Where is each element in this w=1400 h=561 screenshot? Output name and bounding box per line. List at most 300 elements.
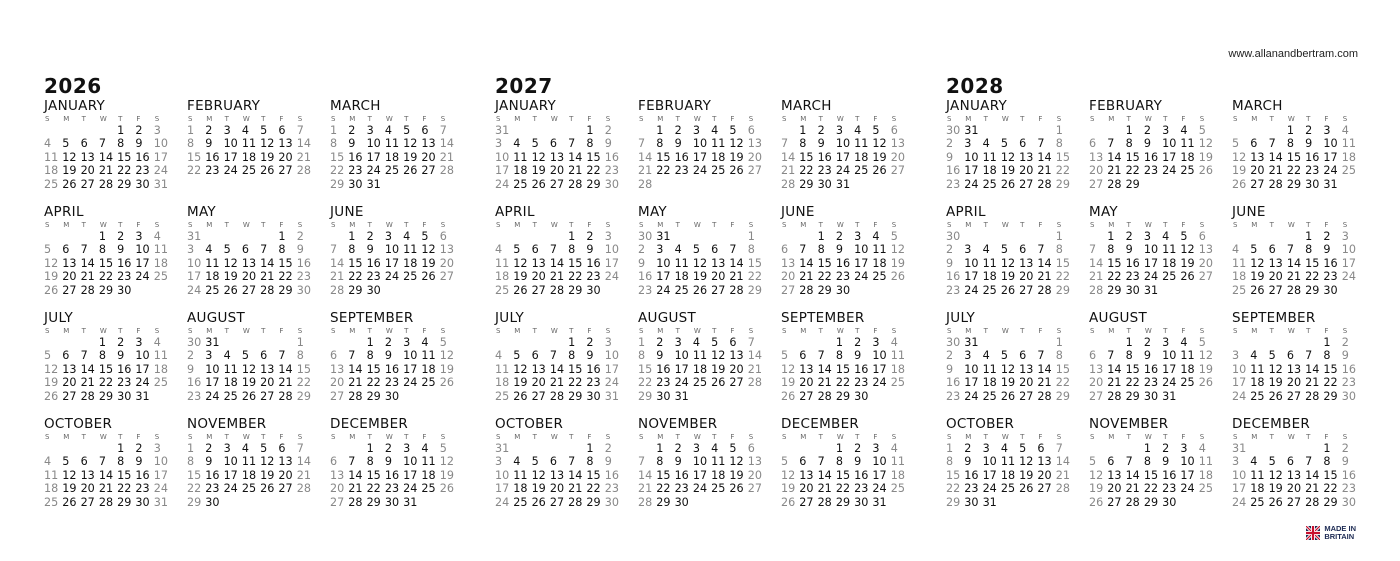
week-row <box>330 284 458 297</box>
day-cell: 10 <box>1232 468 1247 482</box>
day-cell: 12 <box>1198 137 1213 151</box>
weekday-initial: T <box>1269 433 1274 441</box>
week-row <box>1232 230 1360 243</box>
day-cell: 3 <box>1180 442 1188 455</box>
day-cell: 26 <box>260 482 275 496</box>
day-cell: 26 <box>692 283 708 297</box>
day-cell: 30 <box>638 230 653 243</box>
day-cell <box>799 230 817 243</box>
day-cell: 9 <box>1305 137 1313 151</box>
day-cell: 16 <box>384 468 400 482</box>
day-cell: 26 <box>403 164 418 178</box>
day-cell: 24 <box>1232 389 1247 403</box>
day-cell <box>711 178 729 191</box>
month-june <box>330 204 458 310</box>
day-cell: 28 <box>1055 482 1070 496</box>
weekday-initial: M <box>349 221 356 229</box>
week-row <box>330 349 458 362</box>
day-cell: 31 <box>403 495 418 509</box>
weekday-initial: S <box>1342 433 1348 441</box>
day-cell: 29 <box>1323 389 1338 403</box>
weekday-initial: T <box>818 221 823 229</box>
day-cell: 6 <box>1019 137 1027 151</box>
weekday-initial: S <box>331 327 336 335</box>
day-cell: 25 <box>495 283 510 297</box>
day-cell <box>872 390 890 403</box>
day-cell: 11 <box>692 349 708 363</box>
day-cell: 26 <box>729 482 744 496</box>
weekday-header <box>781 114 909 124</box>
day-cell: 12 <box>890 243 905 257</box>
day-cell: 10 <box>982 455 997 469</box>
day-cell: 31 <box>982 495 997 509</box>
day-cell: 8 <box>747 243 755 257</box>
day-cell: 10 <box>604 349 619 363</box>
day-cell: 28 <box>439 164 454 178</box>
weekday-initial: T <box>404 327 409 335</box>
day-cell: 2 <box>117 336 125 349</box>
weekday-initial: S <box>891 221 897 229</box>
day-cell <box>513 336 531 349</box>
day-cell: 23 <box>946 177 961 191</box>
day-cell: 1 <box>366 442 374 455</box>
day-cell <box>62 230 80 243</box>
day-cell: 28 <box>817 495 832 509</box>
day-cell: 4 <box>692 336 700 349</box>
day-cell: 18 <box>1198 468 1213 482</box>
made-in-britain-badge <box>1306 525 1356 541</box>
day-cell: 3 <box>872 336 880 349</box>
weekday-header <box>781 326 909 336</box>
day-cell: 17 <box>964 270 979 284</box>
day-cell: 26 <box>223 283 238 297</box>
day-cell: 25 <box>44 177 59 191</box>
day-cell: 8 <box>586 137 594 151</box>
day-cell: 11 <box>495 256 510 270</box>
day-cell: 6 <box>421 124 429 137</box>
weekday-initial: T <box>983 221 988 229</box>
day-cell <box>135 284 153 297</box>
weekday-initial: S <box>440 221 446 229</box>
day-cell: 23 <box>205 164 220 178</box>
day-cell: 6 <box>1089 349 1097 363</box>
day-cell <box>818 442 836 455</box>
day-cell: 5 <box>62 455 70 469</box>
day-cell: 15 <box>656 468 671 482</box>
day-cell: 11 <box>711 137 726 151</box>
day-cell: 11 <box>982 256 997 270</box>
day-cell: 26 <box>1198 164 1213 178</box>
day-cell: 11 <box>1180 137 1195 151</box>
day-cell: 9 <box>854 349 862 363</box>
month-name: FEBRUARY <box>1089 98 1163 114</box>
day-cell: 10 <box>153 455 168 469</box>
weekday-initial: S <box>605 115 611 123</box>
day-cell: 29 <box>799 177 814 191</box>
weekday-initial: F <box>587 115 592 123</box>
day-cell: 5 <box>729 442 737 455</box>
day-cell <box>799 336 817 349</box>
day-cell: 2 <box>817 124 825 137</box>
day-cell: 1 <box>747 230 755 243</box>
day-cell: 14 <box>80 256 95 270</box>
weekday-initial: S <box>1056 433 1062 441</box>
week-row <box>44 270 172 283</box>
day-cell: 6 <box>1198 230 1206 243</box>
weekday-initial: M <box>1251 221 1258 229</box>
week-row <box>946 124 1074 137</box>
month-name: AUGUST <box>638 310 697 326</box>
day-cell <box>260 230 278 243</box>
day-cell: 28 <box>330 283 345 297</box>
day-cell: 14 <box>781 150 796 164</box>
day-cell: 13 <box>1019 150 1034 164</box>
weekday-initial: T <box>118 327 123 335</box>
day-cell: 13 <box>330 468 345 482</box>
day-cell: 3 <box>495 455 503 469</box>
day-cell: 7 <box>260 243 268 257</box>
weekday-initial: S <box>297 115 303 123</box>
day-cell: 14 <box>729 256 744 270</box>
day-cell: 16 <box>854 468 869 482</box>
day-cell: 1 <box>278 230 286 243</box>
day-cell: 16 <box>384 362 400 376</box>
day-cell: 27 <box>80 177 95 191</box>
month-name: MARCH <box>330 98 381 114</box>
day-cell: 4 <box>982 137 990 151</box>
week-row <box>1232 164 1360 177</box>
day-cell: 12 <box>223 256 238 270</box>
day-cell: 28 <box>799 283 814 297</box>
day-cell: 6 <box>531 349 539 363</box>
day-cell: 31 <box>495 442 510 455</box>
day-cell: 7 <box>439 124 447 137</box>
week-row <box>187 455 315 468</box>
month-march <box>330 98 458 204</box>
day-cell: 26 <box>1268 495 1283 509</box>
weekday-initial: W <box>1144 115 1152 123</box>
day-cell: 3 <box>982 442 990 455</box>
day-cell <box>693 390 711 403</box>
day-cell: 21 <box>296 468 311 482</box>
day-cell: 1 <box>98 336 106 349</box>
weekday-initial: W <box>836 327 844 335</box>
day-cell: 1 <box>1125 124 1133 137</box>
day-cell: 28 <box>296 164 311 178</box>
weekday-initial: W <box>550 221 558 229</box>
day-cell: 25 <box>1232 283 1247 297</box>
day-cell: 25 <box>223 389 238 403</box>
day-cell: 17 <box>604 362 619 376</box>
day-cell: 6 <box>799 455 807 469</box>
day-cell: 10 <box>205 362 220 376</box>
week-row <box>638 390 766 403</box>
badge-line2: BRITAIN <box>1324 532 1355 541</box>
day-cell: 26 <box>1250 283 1265 297</box>
day-cell <box>421 390 439 403</box>
day-cell: 11 <box>1250 468 1265 482</box>
week-row <box>946 151 1074 164</box>
day-cell: 24 <box>692 482 708 496</box>
weekday-initial: S <box>639 433 644 441</box>
month-may <box>1089 204 1217 310</box>
week-row <box>781 270 909 283</box>
month-april <box>44 204 172 310</box>
day-cell: 18 <box>890 362 905 376</box>
day-cell: 6 <box>747 442 755 455</box>
day-cell: 20 <box>62 270 77 284</box>
weekday-initial: T <box>367 115 372 123</box>
day-cell: 12 <box>531 468 546 482</box>
day-cell: 28 <box>1037 389 1052 403</box>
day-cell: 26 <box>711 376 726 390</box>
day-cell: 21 <box>747 362 762 376</box>
day-cell: 4 <box>513 137 521 151</box>
weekday-initial: W <box>550 327 558 335</box>
weekday-initial: M <box>1251 115 1258 123</box>
weekday-initial: T <box>855 221 860 229</box>
day-cell: 3 <box>854 230 862 243</box>
day-cell: 19 <box>1250 270 1265 284</box>
badge-text <box>1324 525 1356 541</box>
weekday-initial: T <box>404 221 409 229</box>
day-cell: 2 <box>205 124 213 137</box>
week-row <box>495 243 623 256</box>
week-row <box>187 257 315 270</box>
day-cell: 6 <box>1250 137 1258 151</box>
day-cell: 1 <box>835 442 843 455</box>
day-cell: 20 <box>747 150 762 164</box>
day-cell: 16 <box>187 376 202 390</box>
month-november <box>638 416 766 522</box>
weekday-header <box>187 220 315 230</box>
week-row <box>495 469 623 482</box>
day-cell: 25 <box>421 482 436 496</box>
day-cell: 14 <box>568 150 583 164</box>
day-cell: 29 <box>366 389 381 403</box>
day-cell: 14 <box>260 256 275 270</box>
day-cell: 24 <box>495 495 510 509</box>
day-cell <box>330 230 348 243</box>
day-cell: 4 <box>890 442 898 455</box>
month-december <box>330 416 458 522</box>
day-cell <box>224 496 242 509</box>
day-cell: 10 <box>604 243 619 257</box>
day-cell: 3 <box>153 124 161 137</box>
day-cell: 25 <box>890 482 905 496</box>
weekday-initial: M <box>1108 115 1115 123</box>
weekday-initial: M <box>657 115 664 123</box>
day-cell: 30 <box>187 336 202 349</box>
day-cell <box>1001 124 1019 137</box>
day-cell: 8 <box>1055 137 1063 151</box>
weekday-initial: F <box>1324 221 1329 229</box>
day-cell: 30 <box>205 495 220 509</box>
week-row <box>1089 243 1217 256</box>
day-cell: 2 <box>638 243 646 257</box>
day-cell: 7 <box>348 455 356 469</box>
day-cell: 24 <box>1323 164 1338 178</box>
day-cell: 23 <box>638 283 653 297</box>
day-cell: 11 <box>153 243 168 257</box>
day-cell: 12 <box>872 137 887 151</box>
week-row <box>187 151 315 164</box>
day-cell: 7 <box>1055 442 1063 455</box>
day-cell: 9 <box>384 349 392 363</box>
day-cell: 18 <box>1162 256 1177 270</box>
day-cell: 20 <box>781 270 796 284</box>
day-cell <box>1269 442 1287 455</box>
day-cell: 4 <box>241 124 249 137</box>
day-cell: 5 <box>729 124 737 137</box>
day-cell: 19 <box>1019 468 1034 482</box>
day-cell: 24 <box>656 283 671 297</box>
day-cell: 5 <box>692 243 700 257</box>
day-cell: 31 <box>205 336 220 349</box>
day-cell: 11 <box>890 349 905 363</box>
day-cell: 11 <box>495 362 510 376</box>
day-cell: 25 <box>1198 482 1213 496</box>
week-row <box>1089 496 1217 509</box>
day-cell: 21 <box>80 376 95 390</box>
day-cell: 5 <box>439 336 447 349</box>
week-row <box>781 243 909 256</box>
weekday-initial: F <box>279 115 284 123</box>
week-row <box>781 151 909 164</box>
weekday-header <box>1089 432 1217 442</box>
day-cell: 12 <box>44 256 59 270</box>
weekday-initial: S <box>748 327 754 335</box>
week-row <box>946 137 1074 150</box>
week-row <box>1232 124 1360 137</box>
day-cell: 7 <box>330 243 338 257</box>
day-cell: 14 <box>638 150 653 164</box>
month-september <box>781 310 909 416</box>
week-row <box>44 469 172 482</box>
week-row <box>187 124 315 137</box>
week-row <box>946 455 1074 468</box>
weekday-initial: W <box>1001 327 1009 335</box>
month-april <box>946 204 1074 310</box>
day-cell: 21 <box>568 482 583 496</box>
day-cell: 20 <box>278 468 293 482</box>
day-cell: 18 <box>1000 468 1016 482</box>
day-cell <box>205 230 223 243</box>
week-row <box>1232 284 1360 297</box>
day-cell: 2 <box>296 230 304 243</box>
day-cell: 3 <box>835 124 843 137</box>
day-cell: 8 <box>98 243 106 257</box>
day-cell: 27 <box>549 177 565 191</box>
day-cell: 18 <box>890 468 905 482</box>
day-cell: 5 <box>223 243 231 257</box>
day-cell: 23 <box>1341 482 1356 496</box>
weekday-initial: F <box>730 433 735 441</box>
day-cell: 7 <box>781 137 789 151</box>
day-cell <box>748 178 766 191</box>
week-row <box>638 442 766 455</box>
day-cell: 29 <box>568 283 583 297</box>
month-name: MAY <box>1089 204 1118 220</box>
day-cell: 24 <box>135 376 150 390</box>
day-cell: 12 <box>692 256 708 270</box>
day-cell: 15 <box>568 256 583 270</box>
day-cell: 24 <box>366 164 381 178</box>
week-row <box>1232 349 1360 362</box>
day-cell <box>278 336 296 349</box>
day-cell: 7 <box>568 137 576 151</box>
weekday-initial: F <box>1324 433 1329 441</box>
day-cell: 1 <box>117 124 125 137</box>
day-cell: 5 <box>890 230 898 243</box>
day-cell: 15 <box>366 362 381 376</box>
day-cell: 31 <box>1162 389 1177 403</box>
day-cell: 9 <box>604 137 612 151</box>
day-cell: 1 <box>1107 230 1115 243</box>
day-cell <box>854 284 872 297</box>
day-cell <box>1180 178 1198 191</box>
weekday-initial: S <box>782 115 787 123</box>
day-cell: 21 <box>1107 376 1122 390</box>
day-cell: 2 <box>674 442 682 455</box>
day-cell: 14 <box>1125 468 1140 482</box>
day-cell: 5 <box>1198 124 1206 137</box>
day-cell: 9 <box>117 349 125 363</box>
day-cell: 27 <box>241 283 257 297</box>
day-cell <box>711 496 729 509</box>
day-cell: 21 <box>817 376 832 390</box>
day-cell: 9 <box>854 455 862 469</box>
weekday-initial: S <box>947 115 952 123</box>
day-cell: 13 <box>549 468 565 482</box>
day-cell: 8 <box>817 243 825 257</box>
day-cell: 16 <box>946 376 961 390</box>
day-cell: 7 <box>1107 137 1115 151</box>
day-cell: 18 <box>692 362 708 376</box>
day-cell: 30 <box>854 389 869 403</box>
day-cell: 11 <box>1198 455 1213 469</box>
day-cell: 8 <box>656 137 664 151</box>
day-cell: 17 <box>366 150 381 164</box>
day-cell: 22 <box>1323 376 1338 390</box>
day-cell: 24 <box>187 283 202 297</box>
day-cell: 22 <box>817 270 832 284</box>
day-cell: 22 <box>586 164 601 178</box>
weekday-initial: F <box>1181 115 1186 123</box>
week-row <box>638 336 766 349</box>
weekday-initial: S <box>605 433 611 441</box>
day-cell <box>1180 390 1198 403</box>
weekday-initial: S <box>331 433 336 441</box>
day-cell: 14 <box>817 468 832 482</box>
day-cell: 26 <box>1180 270 1195 284</box>
day-cell: 18 <box>403 256 418 270</box>
day-cell: 2 <box>1125 230 1133 243</box>
day-cell <box>1107 124 1125 137</box>
day-cell: 26 <box>781 389 796 403</box>
weekday-initial: T <box>675 327 680 335</box>
week-row <box>330 270 458 283</box>
day-cell: 1 <box>1323 442 1331 455</box>
day-cell: 10 <box>872 349 887 363</box>
day-cell: 15 <box>1323 362 1338 376</box>
day-cell: 26 <box>1198 376 1213 390</box>
week-row <box>946 496 1074 509</box>
day-cell: 30 <box>604 495 619 509</box>
day-cell: 19 <box>1268 482 1283 496</box>
day-cell <box>872 178 890 191</box>
weekday-initial: T <box>569 327 574 335</box>
